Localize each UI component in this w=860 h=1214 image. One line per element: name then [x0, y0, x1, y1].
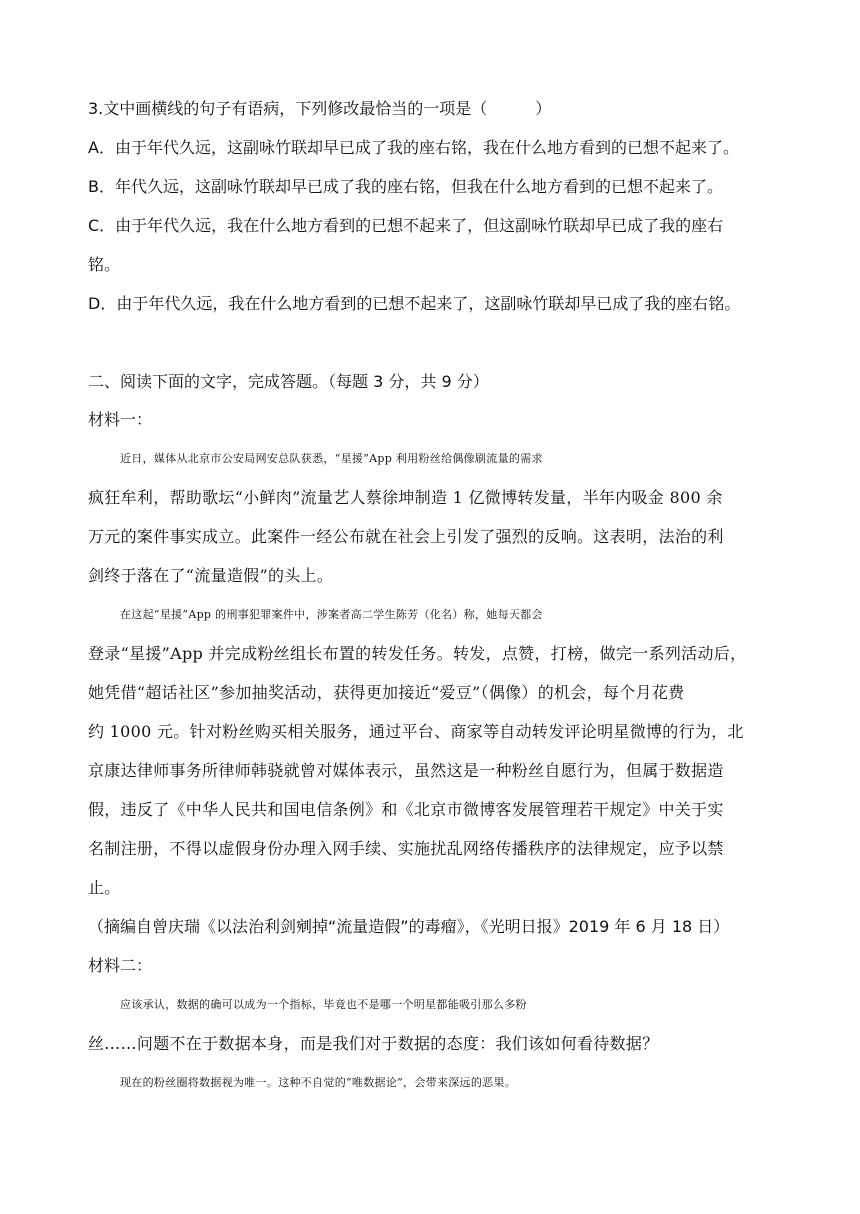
material1-p1-line4: 剑终于落在了“流量造假”的头上。: [88, 566, 334, 585]
material1-p2-line2: 登录“星援”App 并完成粉丝组长布置的转发任务。转发，点赞，打榜，做完一系列活动后，: [88, 644, 747, 663]
material1-source: （摘编自曾庆瑞《以法治利剑剜掉“流量造假”的毒瘤》，《光明日报》2019 年 6 月 18 日）: [88, 917, 730, 936]
material1-p2-line5: 京康达律师事务所律师韩骁就曾对媒体表示，虽然这是一种粉丝自愿行为，但属于数据造: [88, 761, 724, 780]
material2-label: 材料二：: [88, 956, 153, 975]
material2-p1-line1: 应该承认，数据的确可以成为一个指标，毕竟也不是哪一个明星都能吸引那么多粉: [120, 998, 527, 1011]
material1-p2-line4: 约 1000 元。针对粉丝购买相关服务，通过平台、商家等自动转发评论明星微博的行为，北: [88, 722, 744, 741]
material1-p1-line3: 万元的案件事实成立。此案件一经公布就在社会上引发了强烈的反响。这表明，法治的利: [88, 527, 724, 546]
material2-p1-line2: 丝……问题不在于数据本身，而是我们对于数据的态度：我们该如何看待数据？: [88, 1034, 659, 1053]
q3-option-c-line1: C．由于年代久远，我在什么地方看到的已想不起来了，但这副咏竹联却早已成了我的座右: [88, 216, 724, 235]
material1-p1-line2: 疯狂牟利，帮助歌坛“小鲜肉”流量艺人蔡徐坤制造 1 亿微博转发量，半年内吸金 800 余: [88, 488, 723, 507]
material1-p2-line8: 止。: [88, 878, 121, 897]
q3-stem: 3.文中画横线的句子有语病，下列修改最恰当的一项是（ ）: [88, 99, 552, 118]
section2-heading: 二、阅读下面的文字，完成答题。（每题 3 分，共 9 分）: [88, 372, 489, 391]
q3-option-d: D．由于年代久远，我在什么地方看到的已想不起来了，这副咏竹联却早已成了我的座右铭。: [88, 294, 741, 313]
q3-option-b: B．年代久远，这副咏竹联却早已成了我的座右铭，但我在什么地方看到的已想不起来了。: [88, 177, 723, 196]
material1-p2-line6: 假，违反了《中华人民共和国电信条例》和《北京市微博客发展管理若干规定》中关于实: [88, 800, 724, 819]
q3-option-c-line2: 铭。: [88, 255, 121, 274]
material1-p2-line7: 名制注册，不得以虚假身份办理入网手续、实施扰乱网络传播秩序的法律规定，应予以禁: [88, 839, 724, 858]
material2-p2-line1: 现在的粉丝圈将数据视为唯一。这种不自觉的“唯数据论”，会带来深远的恶果。: [120, 1076, 517, 1089]
q3-option-a: A．由于年代久远，这副咏竹联却早已成了我的座右铭，我在什么地方看到的已想不起来了。: [88, 138, 739, 157]
material1-p2-line1: 在这起“星援”App 的刑事犯罪案件中，涉案者高二学生陈芳（化名）称，她每天都会: [120, 608, 543, 621]
material1-label: 材料一：: [88, 410, 153, 429]
material1-p2-line3: 她凭借“超话社区”参加抽奖活动，获得更加接近“爱豆”（偶像）的机会，每个月花费: [88, 683, 685, 702]
material1-p1-line1: 近日，媒体从北京市公安局网安总队获悉，“星援”App 利用粉丝给偶像刷流量的需求: [120, 452, 543, 465]
